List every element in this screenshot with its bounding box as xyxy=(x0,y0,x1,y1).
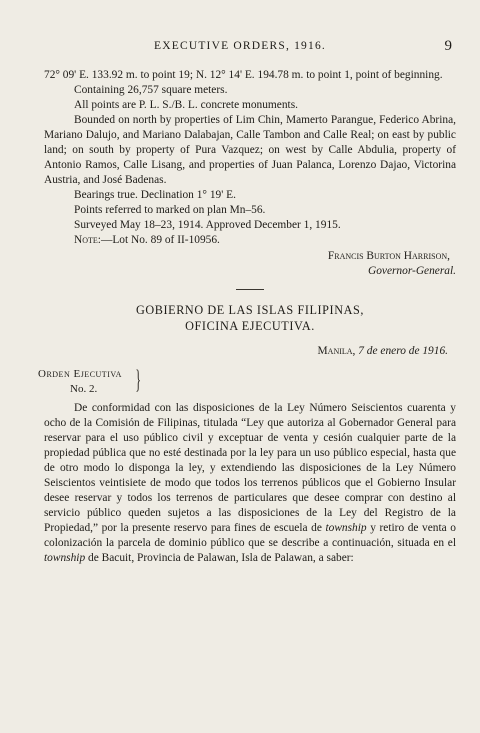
lot-bearings: Bearings true. Declination 1° 19' E. xyxy=(74,189,236,201)
order-label: Orden Ejecutiva xyxy=(38,368,122,380)
page-header xyxy=(0,38,480,56)
running-head: EXECUTIVE ORDERS, 1916. xyxy=(154,40,326,52)
township-term-1: township xyxy=(325,522,367,534)
order-number: No. 2. xyxy=(70,383,98,395)
lot-survey-dates: Surveyed May 18–23, 1914. Approved December 1, 1915. xyxy=(74,219,341,231)
lot-boundaries: Bounded on north by properties of Lim Chin, Mamerto Parangue, Federico Abrina, Mariano Dalujo, and Mariano Dalabajan, Calle Tambon and Calle Real; on east by public land; on south by property of Pura Vazquez; on west by Calle Abdulia, property of Antonio Ramos, Calle Lisang, and properties of Juan Palanca, Lorenzo Dajao, Victorina Austria, and José Badenas. xyxy=(44,114,456,186)
lot-area: Containing 26,757 square meters. xyxy=(74,84,228,96)
order-heading-government: GOBIERNO DE LAS ISLAS FILIPINAS, xyxy=(135,303,365,317)
order-body xyxy=(44,401,456,566)
order-body-part-3: de Bacuit, Provincia de Palawan, Isla de Palawan, a saber: xyxy=(88,552,354,564)
page-body xyxy=(38,68,456,566)
order-body-part-1: De conformidad con las disposiciones de la Ley Número Seiscientos cuarenta y ocho de la Comisión de Filipinas, titulada “Ley que autoriza al Gobernador General para reservar para el uso público civil y exceptuar de venta y cesión cualquier parte de la propiedad pública que no esté destinada por la ley para un uso público especial, hasta que de otro modo lo disponga la ley, y extendiendo las disposiciones de la Ley Número Seiscientos veintisiete de modo que todos los terrenos públicos que el Gobierno Insular desee reservar y todos los terrenos de particulares que desee comprar con destino al servicio público queden sujetos a las disposiciones de la Ley del Registro de la Propiedad,” por la presente reservo para fines de escuela de xyxy=(44,402,456,534)
township-term-2: township xyxy=(44,552,86,564)
order-brace: } xyxy=(135,365,142,394)
note-text: —Lot No. 89 of II-10956. xyxy=(100,234,220,246)
section-divider xyxy=(236,289,264,290)
order-date: 7 de enero de 1916. xyxy=(358,345,448,357)
lot-note xyxy=(44,233,456,248)
lot-points-reference: Points referred to marked on plan Mn–56. xyxy=(74,204,266,216)
signature-title: Governor-General. xyxy=(367,265,456,277)
order-body-part-2: y retiro de venta o colonización la parcela de dominio público que se describe a continuación, situada en el xyxy=(44,522,456,549)
note-label: Note: xyxy=(74,234,101,246)
signature-name: Francis Burton Harrison, xyxy=(327,250,450,262)
lot-boundary-end: 72° 09' E. 133.92 m. to point 19; N. 12° 14' E. 194.78 m. to point 1, point of beginning. xyxy=(44,69,443,81)
order-heading-office: OFICINA EJECUTIVA. xyxy=(185,319,315,333)
page-number: 9 xyxy=(444,38,452,54)
lot-monuments: All points are P. L. S./B. L. concrete monuments. xyxy=(74,99,298,111)
order-number-block xyxy=(38,367,456,399)
date-place: Manila, xyxy=(317,345,356,357)
order-dateline xyxy=(44,344,448,359)
